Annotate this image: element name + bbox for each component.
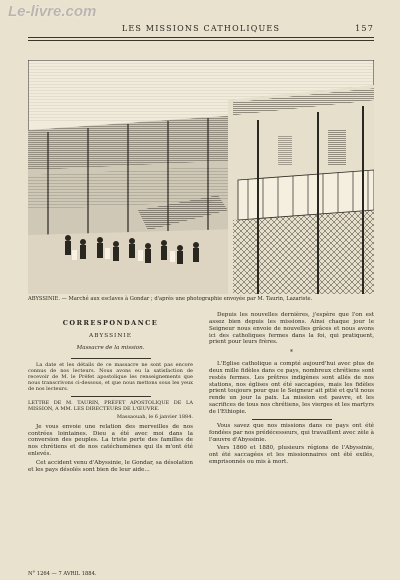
body-paragraph: Vers 1860 et 1880, plusieurs régions de l'Abyssinie, ont été saccagées et les missionnaires ont été exilés, emprisonnés ou mis à mort. — [209, 445, 374, 466]
body-paragraph: Depuis les nouvelles dernières, j'espère que l'on est assez bien depuis les missions. Ainsi chaque jour le Seigneur nous envoie de nouvelles grâces et nous avons ici des catholiques fermes dans la foi, qui pratiquent, prient pour leurs frères. — [209, 312, 374, 346]
watermark-logo: Le-livre.com — [8, 3, 97, 20]
journal-title: LES MISSIONS CATHOLIQUES — [121, 24, 281, 33]
divider — [71, 358, 151, 359]
header-rule-2 — [28, 40, 374, 41]
right-column — [209, 312, 374, 468]
body-paragraph: Cet accident venu d'Abyssinie, le Gondar, sa désolation et les pays désolés sont bien de leur aide... — [28, 460, 193, 473]
running-header — [28, 24, 374, 36]
body-paragraph: Vous savez que nos missions dans ce pays ont été fondées par nos prédécesseurs, qui travaillent avec zèle à l'œuvre d'Abyssinie. — [209, 422, 374, 443]
body-paragraph: L'Eglise catholique a compté aujourd'hui avec plus de deux mille fidèles dans ce pays, nombreux chrétiens sont restés fermes. Les prêtres indigènes sont allés de nos stations, nos églises ont été saccagées, mais les fidèles prient toujours pour que le Seigneur ait pitié et qu'il nous rende un jour la paix. La mission est pauvre, et les sacrifices de tous nos chrétiens, les vierges et les martyrs de l'Ethiopie. — [209, 361, 374, 415]
intro-paragraph: La date et les détails de ce massacre ne sont pas encore connus de nos lecteurs. Nous avons eu la satisfaction de recevoir de M. le Préfet apostolique les renseignements que nous transcrivons ci-dessous, et que nous mettons sous les yeux de nos lecteurs. — [28, 361, 193, 393]
divider — [71, 396, 151, 397]
divider — [252, 419, 332, 420]
country-heading: ABYSSINIE — [89, 332, 132, 339]
section-heading: CORRESPONDANCE — [62, 319, 159, 327]
article-subheading: Massacre de la mission. — [76, 344, 145, 351]
body-paragraph: Je vous envoie une relation des merveilles de nos contrées lointaines. Dieu a été avec moi dans la conversion des peuples. La triste perte des familles de nos chrétiens et de nos catéchumènes qui ils m'ont été enlevés. — [28, 423, 193, 458]
section-separator: * — [290, 349, 293, 357]
header-rule — [28, 37, 374, 38]
letter-date: Massaouah, le 6 janvier 1884. — [116, 413, 193, 420]
issue-footer: N° 1264 — 7 AVRIL 1884. — [28, 571, 97, 577]
slave-market-engraving — [28, 60, 374, 294]
letter-title: LETTRE DE M. TAURIN, PRÉFET APOSTOLIQUE DE LA MISSION, A MM. LES DIRECTEURS DE L'ŒUVRE. — [28, 399, 193, 412]
page-number: 157 — [355, 24, 374, 33]
figure-caption: ABYSSINIE. — Marché aux esclaves à Gondar ; d'après une photographie envoyée par M. Taurin, Lazariste. — [28, 296, 313, 302]
left-column — [28, 312, 193, 476]
